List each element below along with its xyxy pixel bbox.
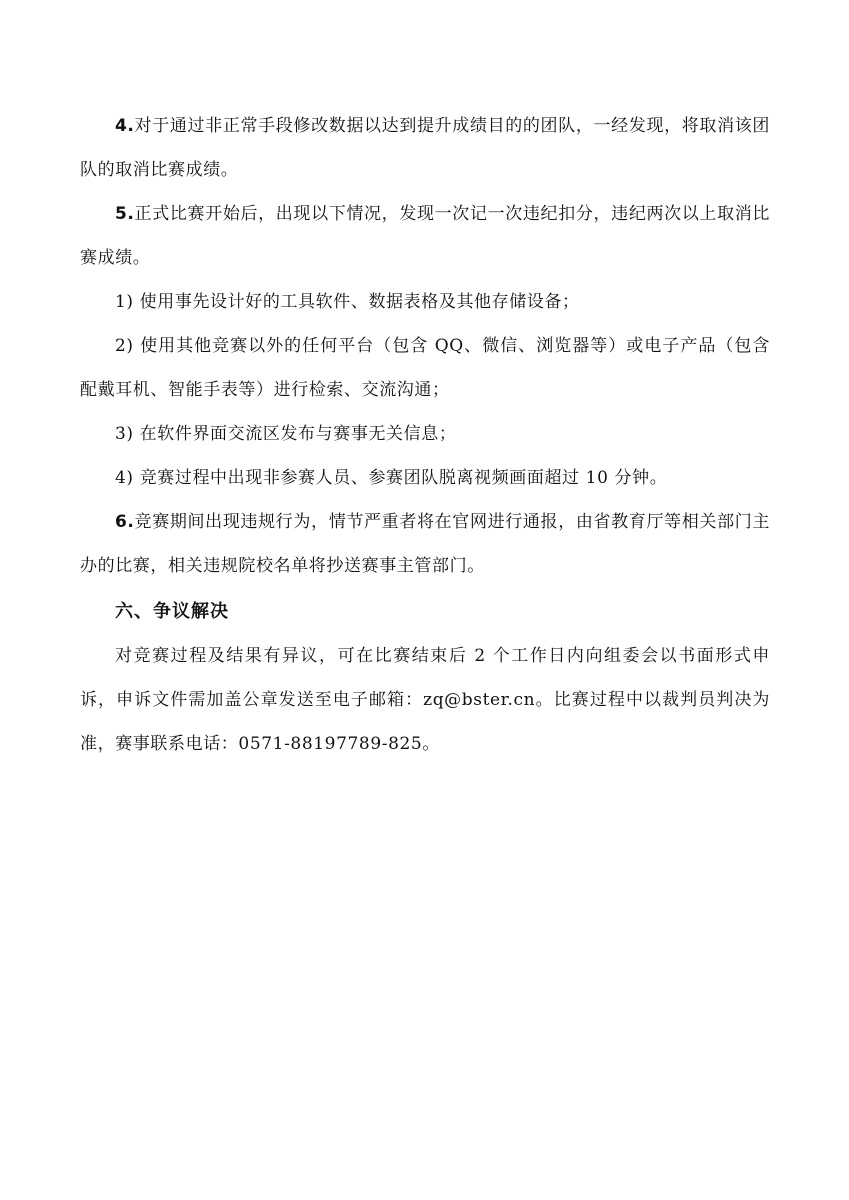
rule-5-text: 正式比赛开始后，出现以下情况，发现一次记一次违纪扣分，违纪两次以上取消比赛成绩。 (80, 204, 770, 268)
dispute-resolution-text: 对竞赛过程及结果有异议，可在比赛结束后 2 个工作日内向组委会以书面形式申诉，申诉文件需加盖公章发送至电子邮箱：zq@bster.cn。比赛过程中以裁判员判决为准，赛事联系电话：0571-88197789-825。 (80, 646, 770, 754)
rule-5-paragraph (80, 192, 770, 280)
rule-6-paragraph (80, 500, 770, 588)
rule-6-text: 竞赛期间出现违规行为，情节严重者将在官网进行通报，由省教育厅等相关部门主办的比赛，相关违规院校名单将抄送赛事主管部门。 (80, 512, 770, 576)
rule-4-number: 4. (115, 116, 135, 136)
document-page (80, 104, 770, 766)
violation-item-1: 1) 使用事先设计好的工具软件、数据表格及其他存储设备； (115, 292, 580, 312)
rule-6-number: 6. (115, 512, 135, 532)
violation-item-2: 2) 使用其他竞赛以外的任何平台（包含 QQ、微信、浏览器等）或电子产品（包含配戴耳机、智能手表等）进行检索、交流沟通； (80, 336, 770, 400)
rule-5-number: 5. (115, 204, 135, 224)
violation-item-3: 3) 在软件界面交流区发布与赛事无关信息； (115, 424, 457, 444)
section-heading-dispute: 六、争议解决 (115, 601, 229, 622)
rule-4-paragraph (80, 104, 770, 192)
rule-4-text: 对于通过非正常手段修改数据以达到提升成绩目的的团队，一经发现，将取消该团队的取消比赛成绩。 (80, 116, 770, 180)
violation-item-4: 4) 竞赛过程中出现非参赛人员、参赛团队脱离视频画面超过 10 分钟。 (115, 468, 668, 488)
